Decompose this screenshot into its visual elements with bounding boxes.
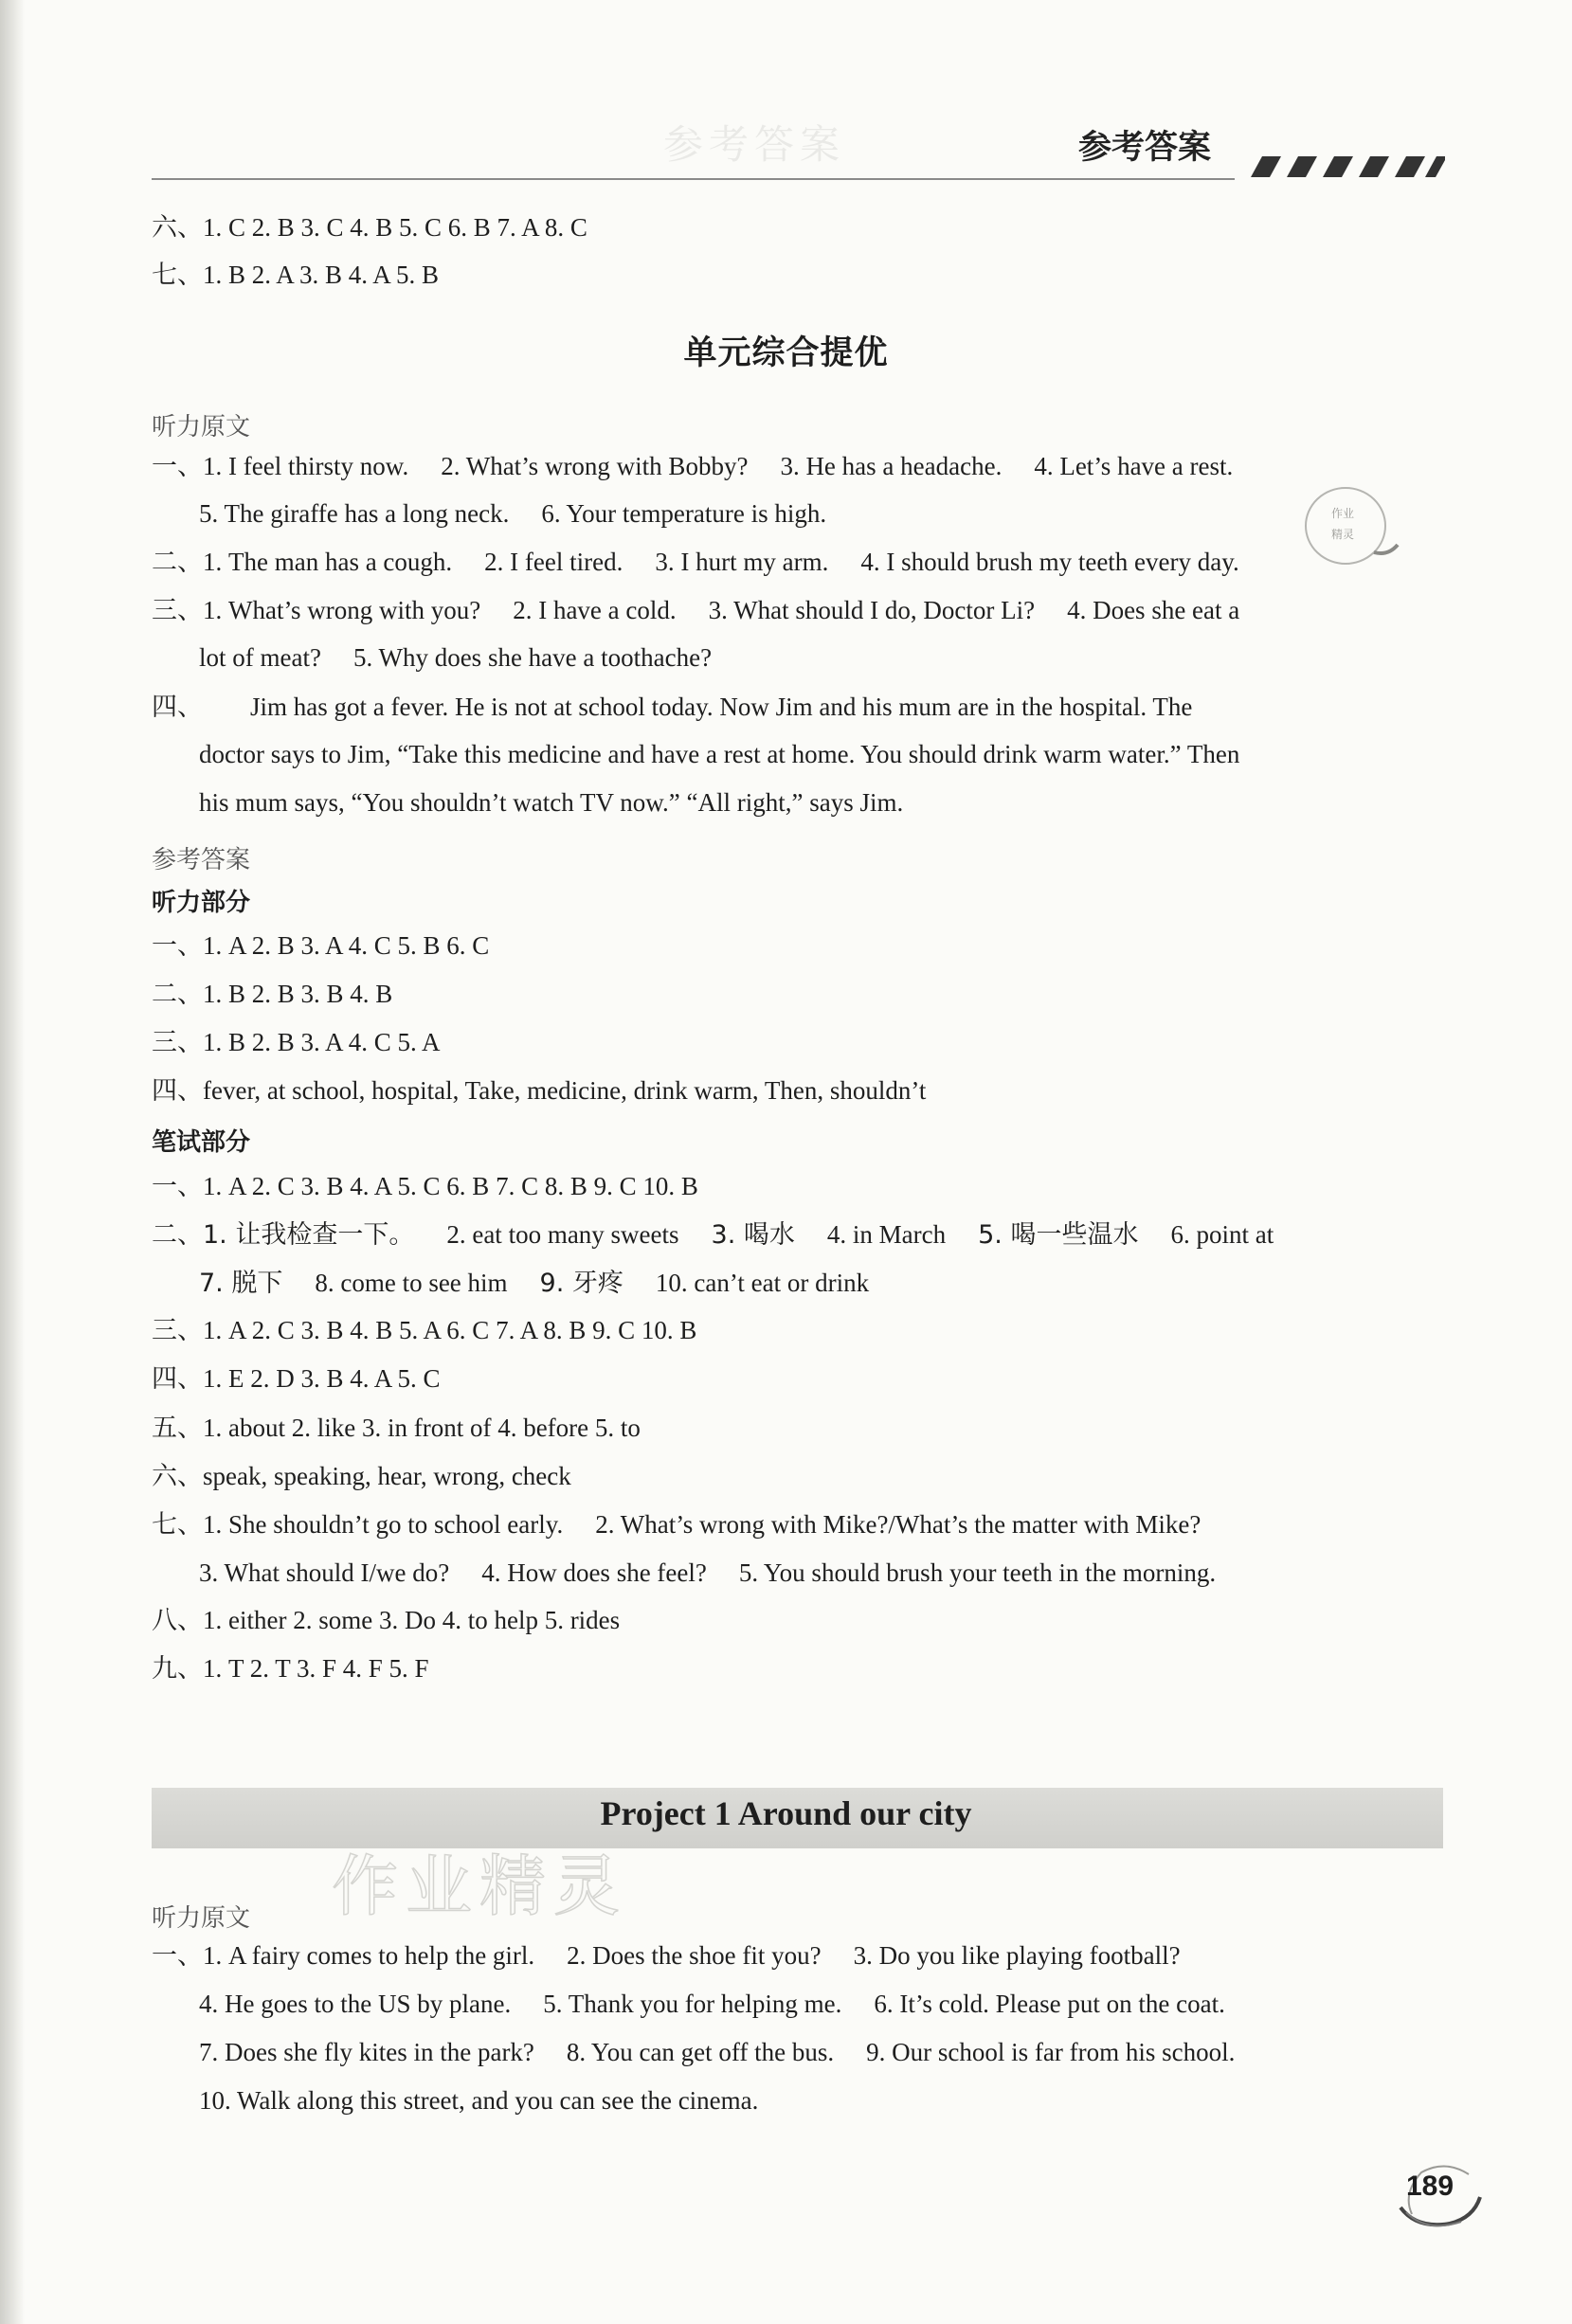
sentence: 3. He has a headache. — [780, 452, 1003, 480]
written-answer-1 — [152, 1169, 698, 1204]
sentence: 9. Our school is far from his school. — [866, 2038, 1236, 2066]
sentence: 4. He goes to the US by plane. — [199, 1990, 512, 2018]
sentence: 7. Does she fly kites in the park? — [199, 2038, 534, 2066]
sentence: 4. Let’s have a rest. — [1034, 452, 1234, 480]
project-script-line-1 — [152, 1938, 1181, 1973]
answer-item: 5. You should brush your teeth in the morning. — [738, 1558, 1217, 1587]
answer-item: 3. What should I/we do? — [199, 1558, 450, 1587]
listening-answer-3 — [152, 1025, 441, 1060]
written-answer-4 — [152, 1361, 441, 1396]
watermark-text: 作业精灵 — [332, 1847, 627, 1925]
sentence: 6. It’s cold. Please put on the coat. — [874, 1990, 1225, 2018]
sentence: lot of meat? — [199, 643, 321, 672]
script-line-3 — [152, 593, 1239, 628]
listening-script-heading: 听力原文 — [152, 413, 251, 441]
answer-item: 9. 牙疼 — [539, 1269, 623, 1298]
project-script-line-3 — [199, 2035, 1235, 2069]
stamp-text-bottom: 精灵 — [1331, 528, 1355, 541]
sentence: 1. The man has a cough. — [203, 548, 453, 576]
answer-label: 四、 — [152, 1364, 203, 1394]
answers-heading: 参考答案 — [152, 846, 251, 874]
written-answer-2b — [199, 1266, 869, 1301]
answer-label: 四、 — [152, 693, 203, 722]
answer-text: 1. C 2. B 3. C 4. B 5. C 6. B 7. A 8. C — [203, 213, 587, 242]
project-script-line-4: 10. Walk along this street, and you can see the cinema. — [199, 2086, 759, 2115]
answer-label: 八、 — [152, 1606, 203, 1635]
page-header-title: 参考答案 — [1078, 129, 1212, 167]
sentence: 5. Thank you for helping me. — [543, 1990, 842, 2018]
answer-text: 1. B 2. A 3. B 4. A 5. B — [203, 261, 440, 289]
sentence: 6. Your temperature is high. — [541, 499, 827, 528]
answer-item: 1. She shouldn’t go to school early. — [203, 1510, 564, 1539]
answer-label: 一、 — [152, 931, 203, 961]
page-number-badge — [1393, 2155, 1488, 2231]
written-answer-6 — [152, 1459, 571, 1494]
answer-item: 10. can’t eat or drink — [655, 1269, 870, 1297]
sentence: 2. What’s wrong with Bobby? — [441, 452, 749, 480]
sentence: 4. I should brush my teeth every day. — [860, 548, 1239, 576]
written-part-heading: 笔试部分 — [152, 1128, 251, 1157]
answer-item: 1. 让我检查一下。 — [203, 1220, 415, 1250]
script-line-2 — [152, 545, 1239, 580]
sentence: 2. Does the shoe fit you? — [567, 1941, 822, 1970]
written-answer-5 — [152, 1411, 641, 1446]
answer-label: 二、 — [152, 1220, 203, 1250]
sentence: 5. Why does she have a toothache? — [352, 643, 713, 672]
project-listening-script-heading: 听力原文 — [152, 1904, 251, 1933]
answer-item: 5. 喝一些温水 — [978, 1220, 1139, 1250]
answer-text: 1. either 2. some 3. Do 4. to help 5. rides — [203, 1606, 621, 1634]
answer-item: 8. come to see him — [315, 1269, 508, 1297]
answer-item: 2. eat too many sweets — [446, 1220, 679, 1249]
answer-label: 二、 — [152, 980, 203, 1009]
listening-answer-1 — [152, 928, 489, 964]
answer-label: 九、 — [152, 1654, 203, 1684]
script-line-4c: his mum says, “You shouldn’t watch TV now.” “All right,” says Jim. — [199, 788, 904, 817]
script-line-1 — [152, 449, 1233, 484]
answer-label: 五、 — [152, 1414, 203, 1443]
written-answer-2 — [152, 1217, 1274, 1252]
sentence: 3. Do you like playing football? — [853, 1941, 1181, 1970]
answer-label: 三、 — [152, 1028, 203, 1057]
answer-text: 1. A 2. C 3. B 4. A 5. C 6. B 7. C 8. B 9. C 10. B — [203, 1172, 698, 1200]
script-line-4 — [152, 690, 1192, 725]
listening-answer-2 — [152, 977, 392, 1012]
answer-text: 1. about 2. like 3. in front of 4. before 5. to — [203, 1414, 641, 1442]
answer-label: 一、 — [152, 1172, 203, 1201]
script-line-3b — [199, 640, 712, 675]
answer-label: 七、 — [152, 261, 203, 290]
answer-item: 4. in March — [826, 1220, 947, 1249]
sentence: 1. A fairy comes to help the girl. — [203, 1941, 535, 1970]
answer-line-6 — [152, 210, 587, 245]
answer-text: 1. E 2. D 3. B 4. A 5. C — [203, 1364, 441, 1393]
answer-label: 三、 — [152, 596, 203, 625]
written-answer-7 — [152, 1507, 1201, 1542]
answer-label: 三、 — [152, 1316, 203, 1345]
answer-text: 1. B 2. B 3. B 4. B — [203, 980, 393, 1008]
header-bleed-text: 参考答案 — [663, 121, 846, 168]
sentence: 3. I hurt my arm. — [655, 548, 829, 576]
section-title: 单元综合提优 — [683, 334, 889, 372]
project-script-line-2 — [199, 1987, 1225, 2021]
answer-label: 四、 — [152, 1076, 203, 1106]
sentence: 1. I feel thirsty now. — [203, 452, 409, 480]
answer-text: fever, at school, hospital, Take, medicine, drink warm, Then, shouldn’t — [203, 1076, 927, 1105]
answer-text: 1. T 2. T 3. F 4. F 5. F — [203, 1654, 429, 1683]
listening-part-heading: 听力部分 — [152, 889, 251, 917]
written-answer-8 — [152, 1603, 620, 1638]
sentence: 2. I have a cold. — [513, 596, 677, 624]
project-title: Project 1 Around our city — [600, 1794, 972, 1832]
header-stripes-decoration — [1241, 156, 1445, 177]
sentence: 5. The giraffe has a long neck. — [199, 499, 510, 528]
stamp-seal — [1293, 478, 1407, 573]
answer-text: speak, speaking, hear, wrong, check — [203, 1462, 571, 1490]
answer-item: 3. 喝水 — [711, 1220, 795, 1250]
answer-label: 六、 — [152, 213, 203, 243]
sentence: 3. What should I do, Doctor Li? — [708, 596, 1036, 624]
answer-label: 六、 — [152, 1462, 203, 1491]
answer-label: 七、 — [152, 1510, 203, 1540]
script-line-4b: doctor says to Jim, “Take this medicine and have a rest at home. You should drink warm water.” Then — [199, 740, 1240, 768]
answer-text: 1. A 2. B 3. A 4. C 5. B 6. C — [203, 931, 490, 960]
script-line-1b — [199, 496, 826, 531]
written-answer-3 — [152, 1313, 696, 1348]
answer-text: 1. A 2. C 3. B 4. B 5. A 6. C 7. A 8. B 9. C 10. B — [203, 1316, 697, 1344]
written-answer-7b — [199, 1556, 1216, 1590]
sentence: 8. You can get off the bus. — [566, 2038, 835, 2066]
written-answer-9 — [152, 1651, 429, 1686]
sentence: 1. What’s wrong with you? — [203, 596, 481, 624]
answer-item: 4. How does she feel? — [481, 1558, 707, 1587]
answer-text: 1. B 2. B 3. A 4. C 5. A — [203, 1028, 441, 1056]
answer-item: 6. point at — [1170, 1220, 1274, 1249]
answer-label: 一、 — [152, 452, 203, 481]
answer-line-7 — [152, 258, 439, 293]
stamp-text-top: 作业 — [1331, 507, 1355, 520]
answer-label: 一、 — [152, 1941, 203, 1971]
answer-label: 二、 — [152, 548, 203, 577]
answer-item: 7. 脱下 — [199, 1269, 283, 1298]
header-rule — [152, 178, 1235, 180]
listening-answer-4 — [152, 1073, 926, 1108]
page-number: 189 — [1406, 2171, 1455, 2202]
sentence: 4. Does she eat a — [1067, 596, 1240, 624]
sentence: 2. I feel tired. — [484, 548, 623, 576]
answer-item: 2. What’s wrong with Mike?/What’s the matter with Mike? — [595, 1510, 1202, 1539]
paragraph-text: Jim has got a fever. He is not at school today. Now Jim and his mum are in the hospital. The — [250, 693, 1193, 721]
